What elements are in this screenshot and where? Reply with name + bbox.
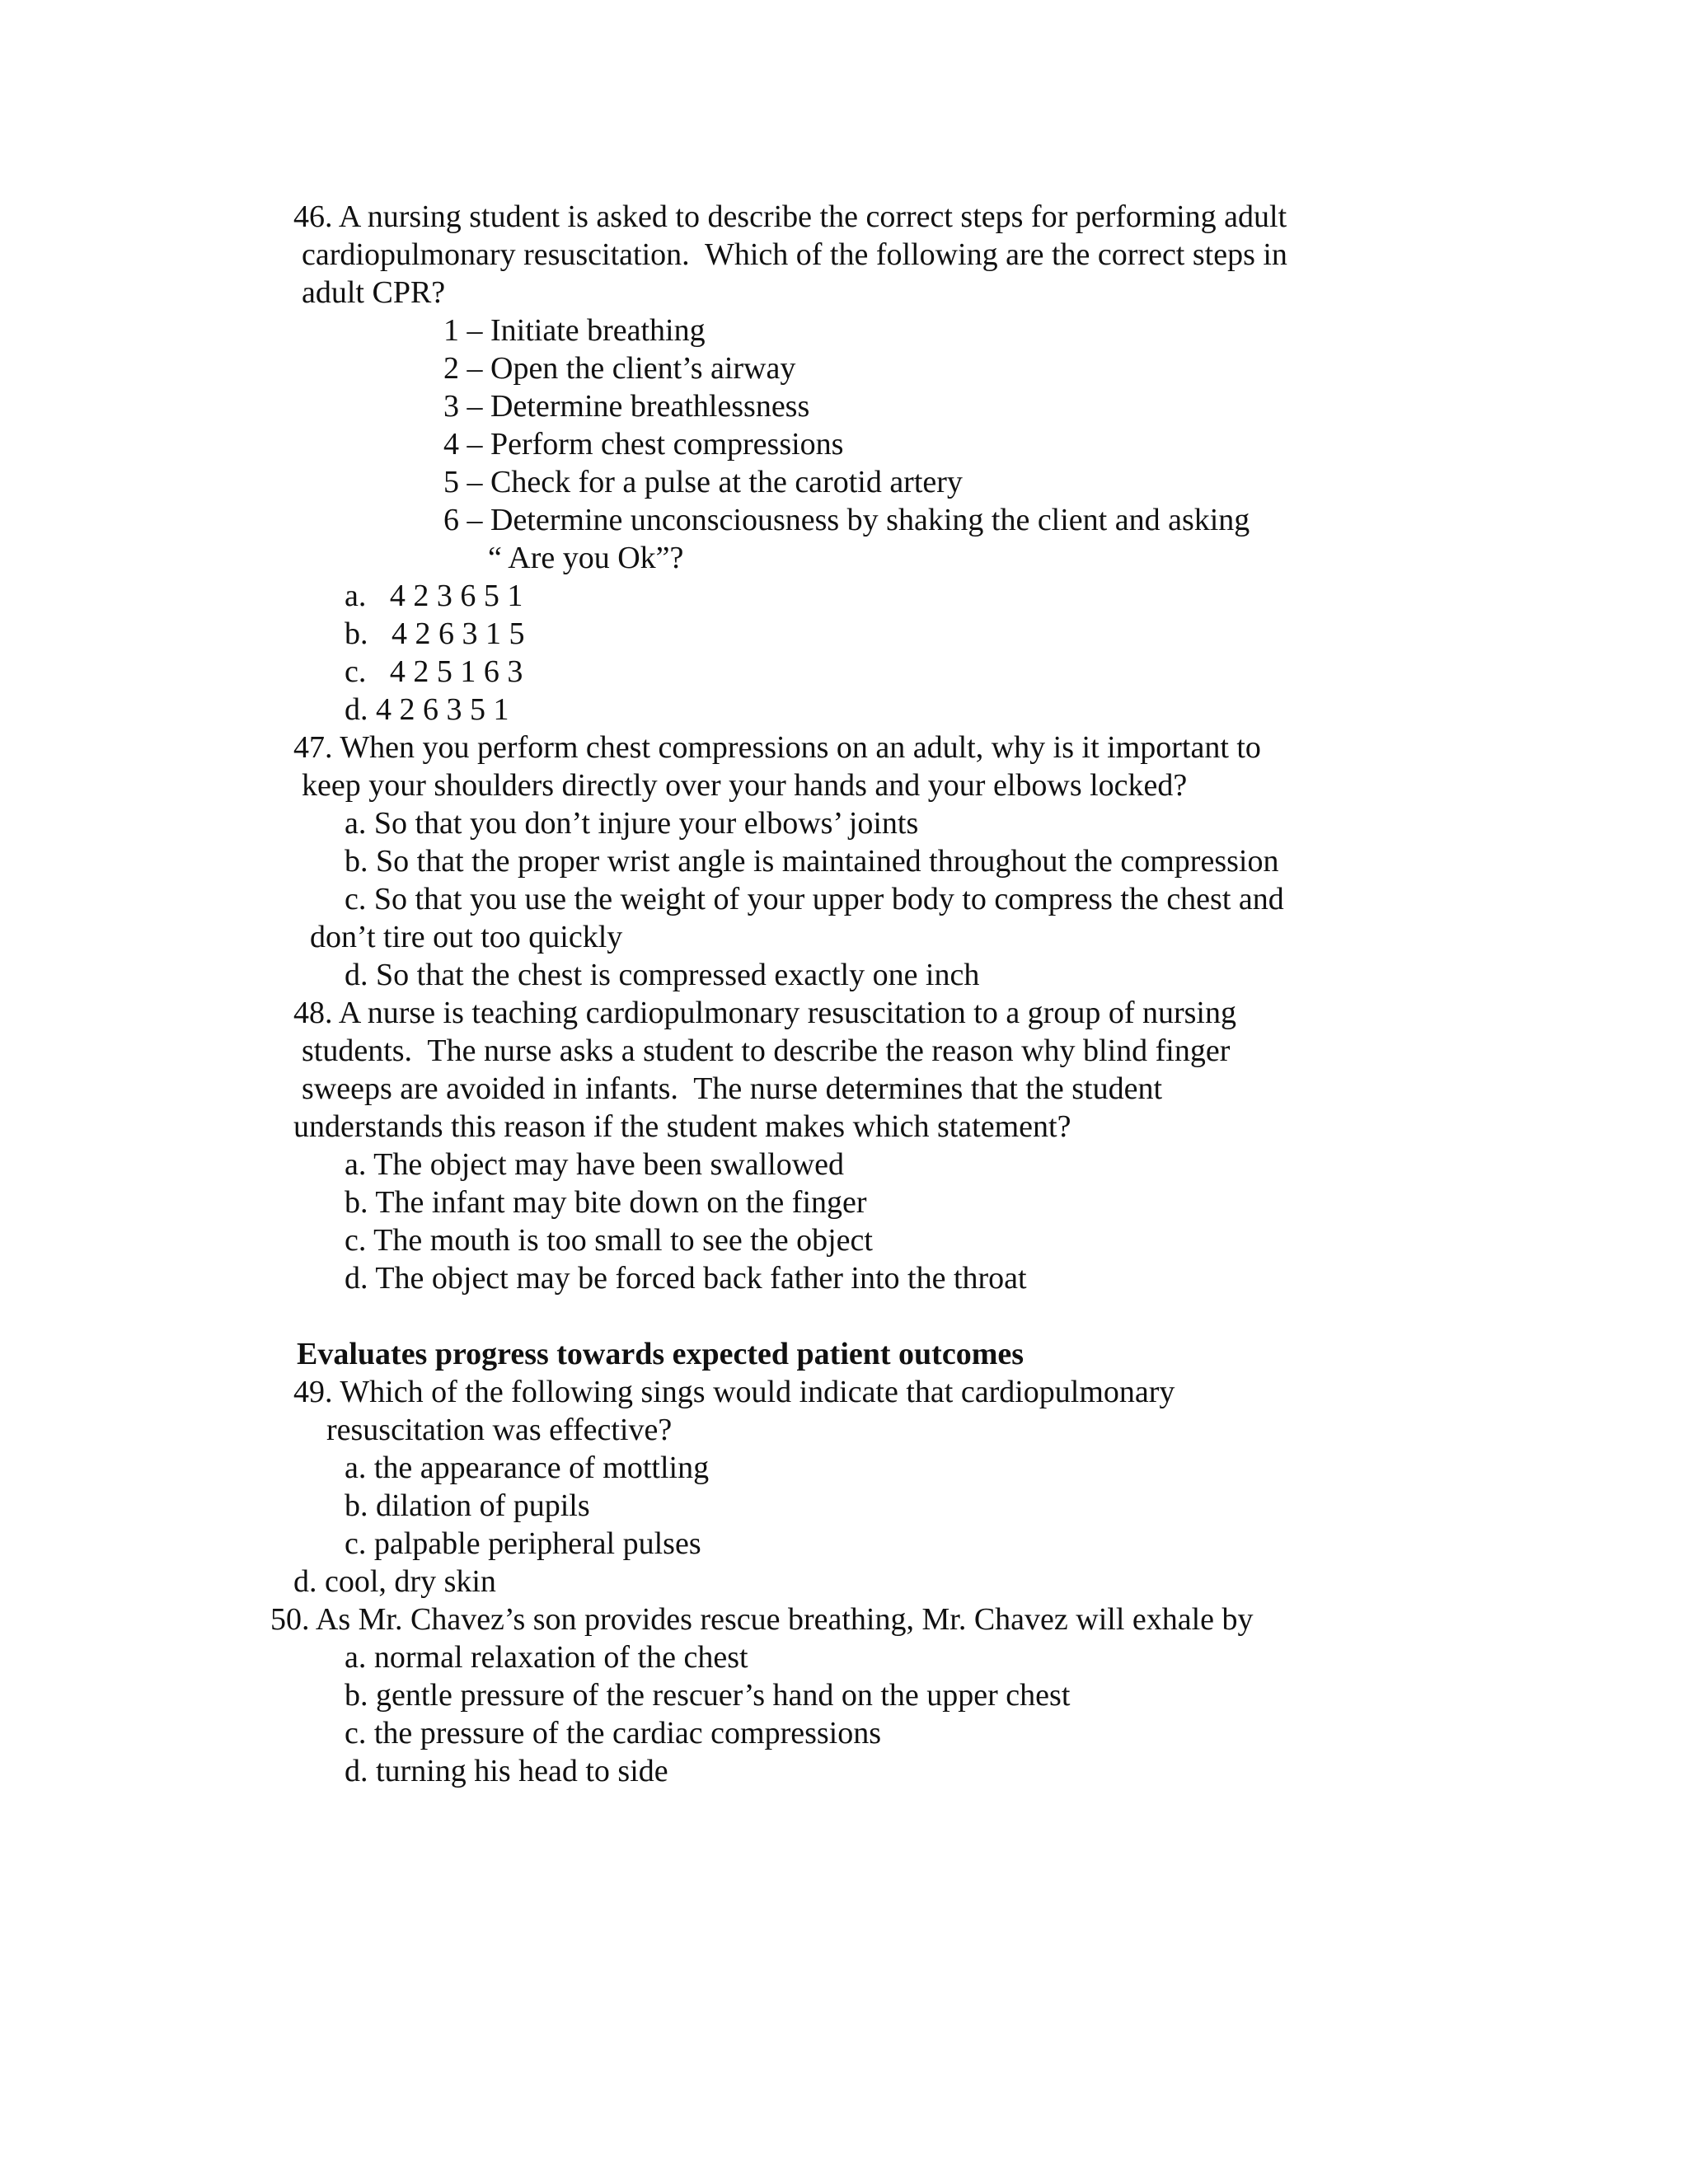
q46-step-6-continued: “ Are you Ok”? (488, 541, 684, 575)
q49-option-a: a. the appearance of mottling (345, 1451, 710, 1485)
section-heading: Evaluates progress towards expected patient outcomes (297, 1337, 1025, 1371)
q49-stem-line-2: resuscitation was effective? (326, 1413, 673, 1447)
q46-step-4: 4 – Perform chest compressions (443, 427, 844, 462)
q50-option-a: a. normal relaxation of the chest (345, 1640, 748, 1675)
q47-stem-line-1: 47. When you perform chest compressions on an adult, why is it important to (293, 730, 1261, 765)
q46-option-c: c. 4 2 5 1 6 3 (345, 654, 523, 689)
q46-stem-line-1: 46. A nursing student is asked to describe the correct steps for performing adult (293, 199, 1287, 234)
q48-option-c: c. The mouth is too small to see the object (345, 1223, 873, 1258)
q46-option-a: a. 4 2 3 6 5 1 (345, 579, 523, 613)
q46-step-2: 2 – Open the client’s airway (443, 351, 796, 386)
q50-option-c: c. the pressure of the cardiac compressions (345, 1716, 882, 1750)
q47-option-c: c. So that you use the weight of your upper body to compress the chest and (345, 882, 1284, 916)
q48-stem-line-3: sweeps are avoided in infants. The nurse determines that the student (302, 1071, 1162, 1106)
q48-stem-line-2: students. The nurse asks a student to describe the reason why blind finger (302, 1033, 1231, 1068)
q48-stem-line-4: understands this reason if the student makes which statement? (293, 1109, 1071, 1144)
q46-option-d: d. 4 2 6 3 5 1 (345, 692, 509, 727)
q49-stem-line-1: 49. Which of the following sings would indicate that cardiopulmonary (293, 1375, 1175, 1409)
q46-step-6: 6 – Determine unconsciousness by shaking the client and asking (443, 503, 1250, 537)
q47-option-d: d. So that the chest is compressed exactly one inch (345, 958, 980, 992)
q46-step-1: 1 – Initiate breathing (443, 313, 706, 348)
q46-stem-line-3: adult CPR? (302, 275, 446, 310)
q48-option-d: d. The object may be forced back father into the throat (345, 1261, 1027, 1296)
q50-option-b: b. gentle pressure of the rescuer’s hand on the upper chest (345, 1678, 1071, 1713)
q46-step-5: 5 – Check for a pulse at the carotid artery (443, 465, 963, 499)
q47-stem-line-2: keep your shoulders directly over your hands and your elbows locked? (302, 768, 1188, 803)
q47-option-b: b. So that the proper wrist angle is maintained throughout the compression (345, 844, 1279, 879)
q48-stem-line-1: 48. A nurse is teaching cardiopulmonary resuscitation to a group of nursing (293, 996, 1236, 1030)
q49-option-b: b. dilation of pupils (345, 1488, 590, 1523)
q50-stem-line-1: 50. As Mr. Chavez’s son provides rescue breathing, Mr. Chavez will exhale by (270, 1602, 1254, 1637)
q46-step-3: 3 – Determine breathlessness (443, 389, 810, 424)
q47-option-a: a. So that you don’t injure your elbows’ joints (345, 806, 919, 841)
q47-option-c-continued: don’t tire out too quickly (310, 920, 623, 954)
q49-option-d: d. cool, dry skin (293, 1564, 496, 1599)
q46-option-b: b. 4 2 6 3 1 5 (345, 616, 525, 651)
q50-option-d: d. turning his head to side (345, 1754, 668, 1788)
q49-option-c: c. palpable peripheral pulses (345, 1526, 701, 1561)
q46-stem-line-2: cardiopulmonary resuscitation. Which of the following are the correct steps in (302, 237, 1287, 272)
q48-option-a: a. The object may have been swallowed (345, 1147, 845, 1182)
q48-option-b: b. The infant may bite down on the finger (345, 1185, 867, 1220)
